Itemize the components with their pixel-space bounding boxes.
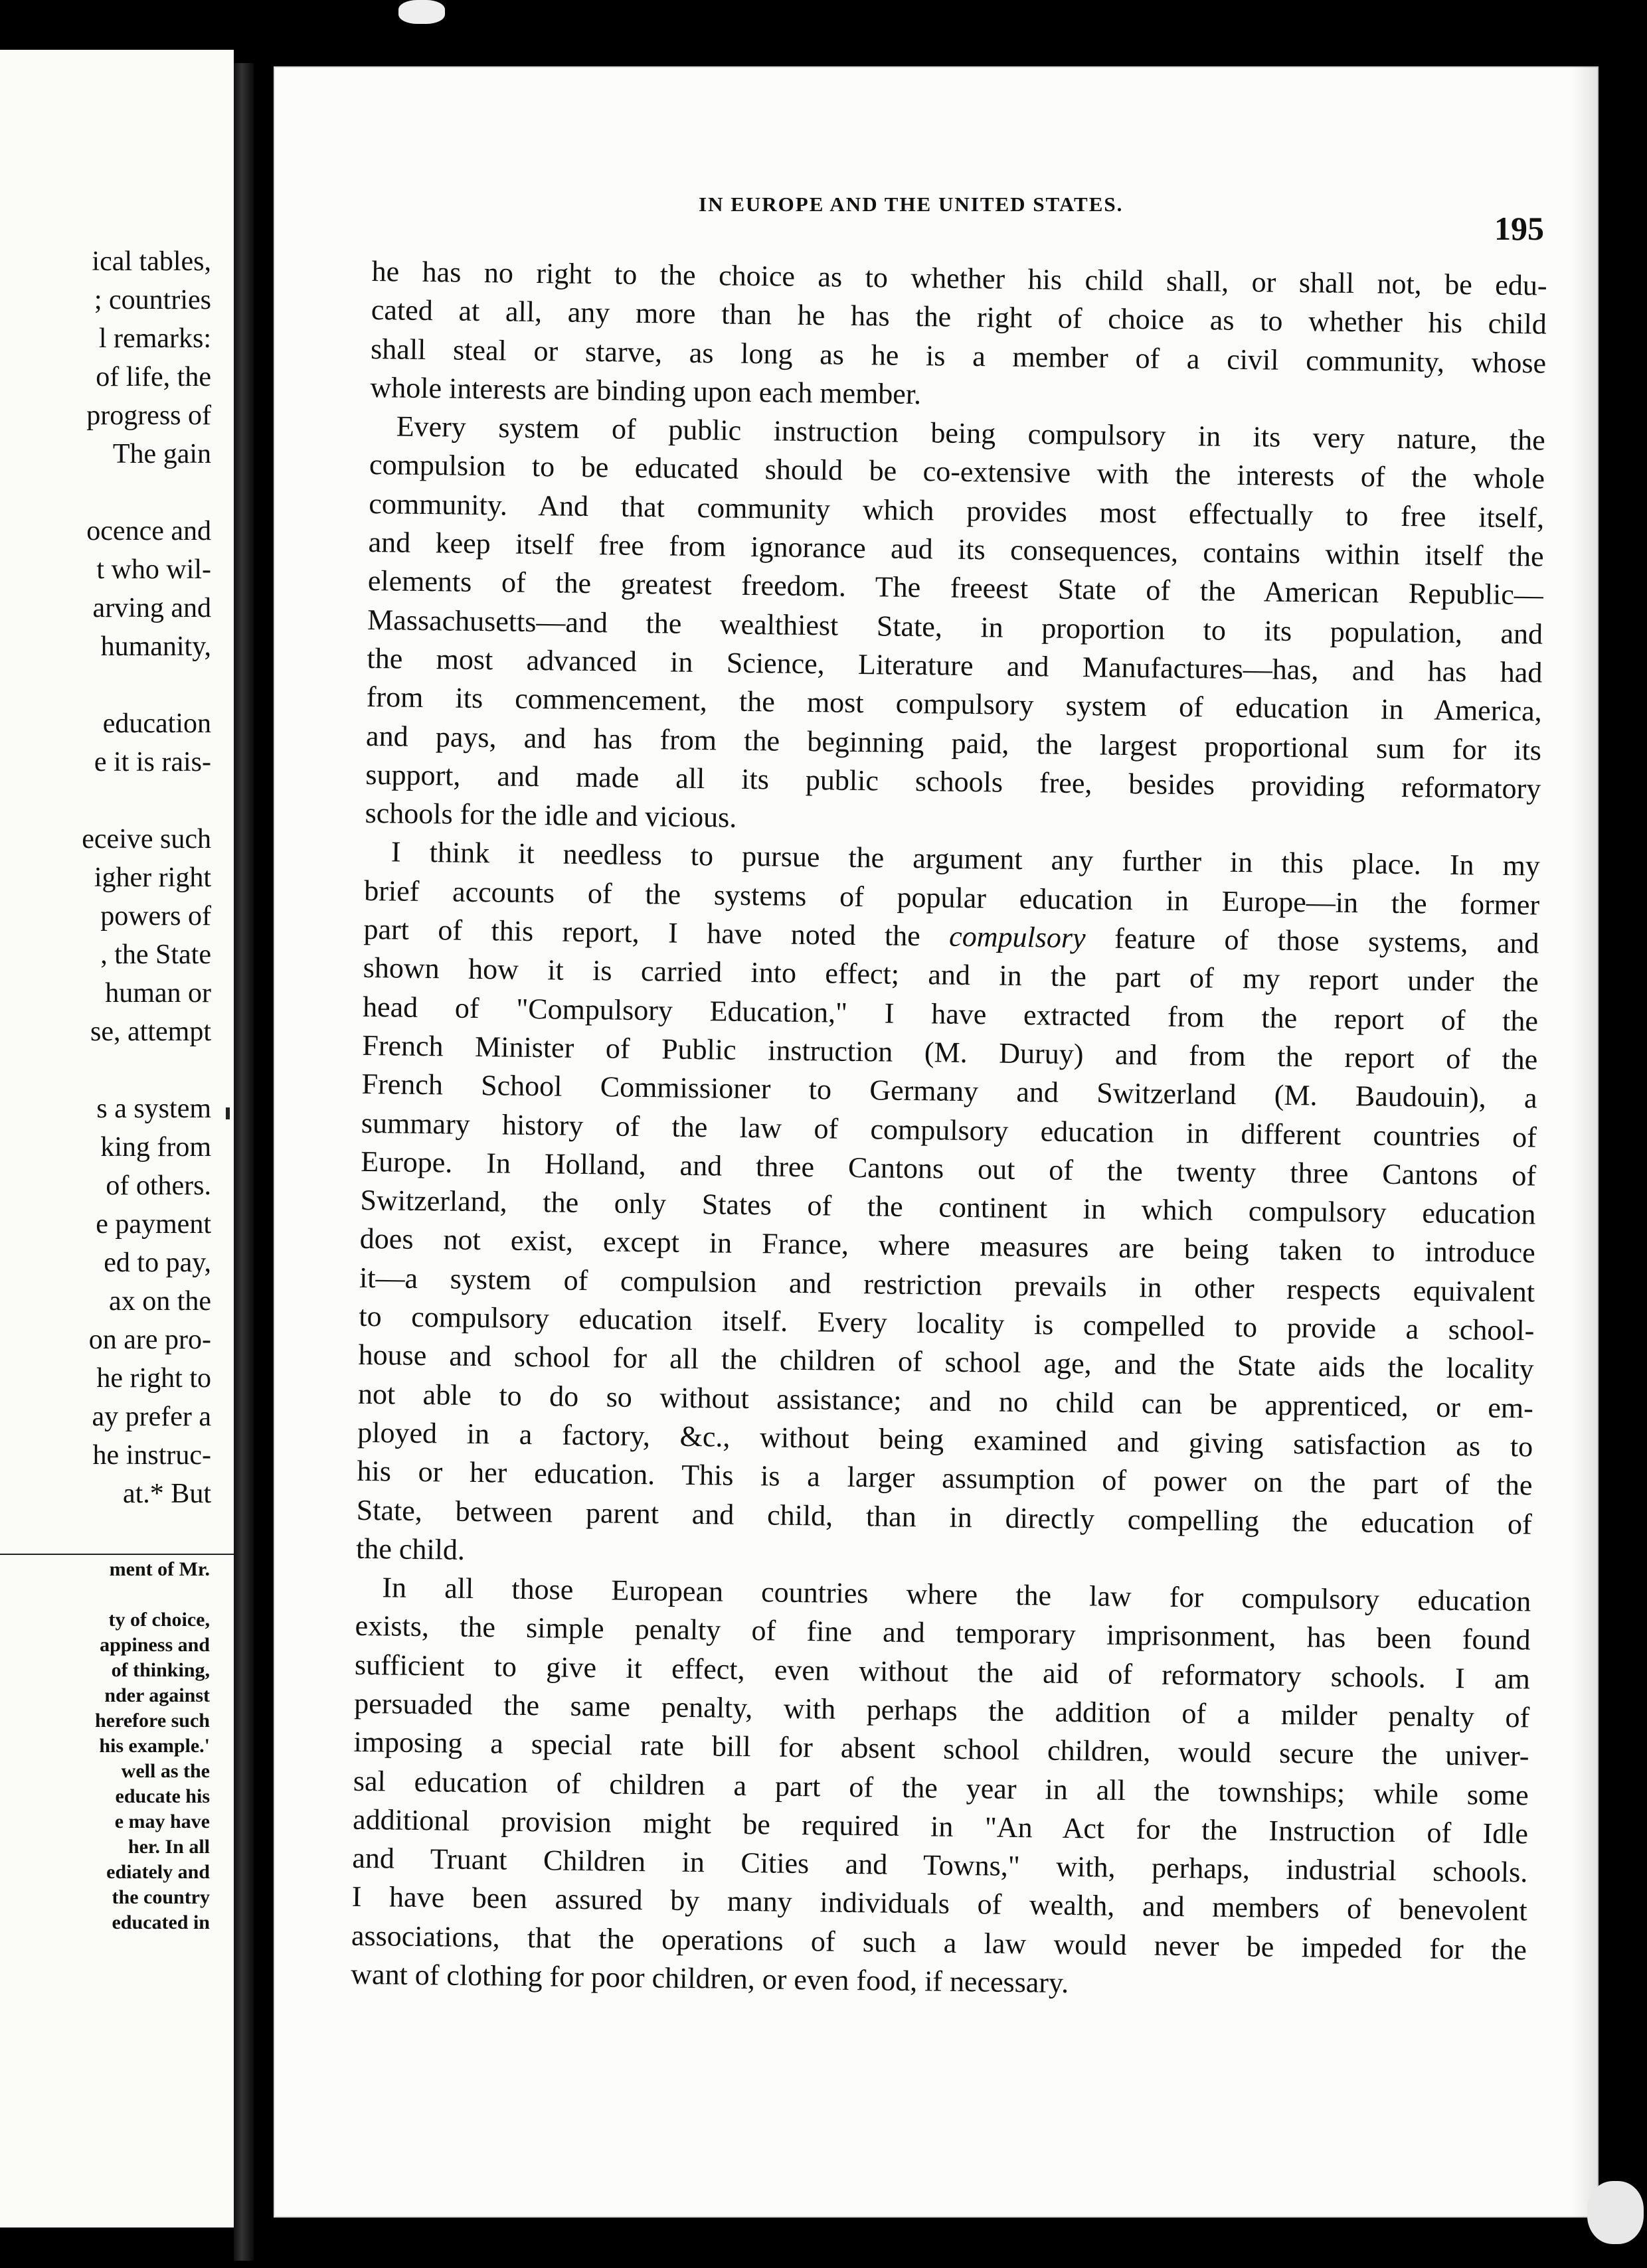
text-line: shown how it is carried into effect; and in the part of my report under the	[363, 951, 1539, 999]
margin-mark	[226, 1107, 230, 1119]
facing-footnote-line: herefore such	[94, 1710, 210, 1732]
facing-footnote-line: educated in	[112, 1911, 210, 1933]
facing-text-line: at.* But	[123, 1479, 211, 1509]
facing-text-line: The gain	[112, 439, 211, 469]
facing-text-line: ax on the	[109, 1286, 211, 1317]
text-line: and pays, and has from the beginning paid, the largest proportional sum for its	[365, 719, 1542, 767]
facing-text-line: igher right	[94, 862, 211, 893]
facing-text-line: ed to pay,	[104, 1248, 211, 1278]
facing-footnote-line: educate his	[115, 1785, 210, 1807]
facing-text-line: he right to	[96, 1363, 211, 1394]
text-line: he has no right to the choice as to whether his child shall, or shall not, be edu-	[371, 254, 1547, 302]
facing-text-line: t who wil-	[96, 554, 211, 585]
book-gutter	[234, 63, 254, 2261]
text-line: sal education of children a part of the year in all the townships; while some	[353, 1764, 1529, 1812]
facing-text-line: powers of	[100, 901, 211, 932]
facing-text-line: progress of	[86, 400, 211, 431]
footnote-rule	[0, 1554, 234, 1555]
text-line: part of this report, I have noted the compulsory feature of those systems, and	[363, 912, 1539, 960]
text-line: In all those European countries where the law for compulsory education	[382, 1571, 1531, 1618]
text-line: summary history of the law of compulsory education in different countries of	[361, 1106, 1537, 1154]
text-line: I have been assured by many individuals of wealth, and members of benevolent	[351, 1880, 1527, 1927]
facing-text-line: humanity,	[100, 631, 211, 662]
text-line: and Truant Children in Cities and Towns," with, perhaps, industrial schools.	[352, 1841, 1528, 1889]
text-line: brief accounts of the systems of popular education in Europe—in the former	[363, 874, 1540, 922]
facing-footnote-line: well as the	[121, 1760, 210, 1782]
text-line: associations, that the operations of such a law would never be impeded for the	[351, 1919, 1527, 1967]
text-line: the child.	[355, 1532, 466, 1566]
text-line: not able to do so without assistance; and no child can be apprenticed, or em-	[357, 1377, 1534, 1425]
text-line: cated at all, any more than he has the right of choice as to whether his child	[371, 293, 1547, 341]
facing-page	[0, 50, 234, 2228]
text-line: exists, the simple penalty of fine and temporary imprisonment, has been found	[355, 1609, 1531, 1657]
facing-text-line: ical tables,	[92, 246, 211, 277]
page-number: 195	[1494, 210, 1544, 247]
facing-text-line: education	[102, 708, 211, 739]
text-line: I think it needless to pursue the argument any further in this place. In my	[390, 835, 1541, 883]
text-line: support, and made all its public schools free, besides providing reformatory	[365, 758, 1541, 805]
text-line: compulsion to be educated should be co-extensive with the interests of the whole	[369, 448, 1545, 496]
text-line: and keep itself free from ignorance aud its consequences, contains within itself the	[368, 526, 1544, 573]
text-line: the most advanced in Science, Literature and Manufactures—has, and has had	[367, 641, 1543, 689]
facing-footnote-line: appiness and	[100, 1634, 210, 1656]
paper-speck	[1587, 2181, 1644, 2244]
facing-footnote-line: her. In all	[128, 1836, 210, 1858]
facing-text-line: of others.	[106, 1171, 211, 1201]
facing-text-line: se, attempt	[90, 1016, 211, 1047]
facing-text-line: l remarks:	[98, 323, 211, 354]
facing-text-line: s a system	[96, 1094, 211, 1124]
text-line: Switzerland, the only States of the continent in which compulsory education	[360, 1184, 1536, 1231]
text-line: ployed in a factory, &c., without being examined and giving satisfaction as to	[357, 1416, 1533, 1463]
text-line: from its commencement, the most compulsory system of education in America,	[366, 681, 1542, 728]
facing-text-line: ; countries	[94, 285, 211, 315]
text-line: it—a system of compulsion and restriction prevails in other respects equivalent	[359, 1261, 1535, 1309]
text-line: sufficient to give it effect, even without the aid of reformatory schools. I am	[354, 1648, 1531, 1696]
facing-text-line: e payment	[96, 1209, 211, 1240]
text-line: additional provision might be required in "An Act for the Instruction of Idle	[352, 1803, 1529, 1850]
facing-footnote-line: ty of choice,	[108, 1609, 210, 1631]
text-line: persuaded the same penalty, with perhaps the addition of a milder penalty of	[354, 1686, 1530, 1734]
text-line: his or her education. This is a larger assumption of power on the part of the	[357, 1455, 1533, 1502]
text-line: elements of the greatest freedom. The freeest State of the American Republic—	[367, 564, 1544, 611]
text-line: State, between parent and child, than in directly compelling the education of	[356, 1493, 1533, 1540]
text-line: whole interests are binding upon each member.	[370, 370, 922, 411]
book-page	[274, 66, 1599, 2218]
text-line: French Minister of Public instruction (M. Duruy) and from the report of the	[362, 1028, 1538, 1076]
facing-text-line: e it is rais-	[94, 747, 211, 777]
facing-text-line: on are pro-	[88, 1325, 211, 1355]
text-line: Massachusetts—and the wealthiest State, in proportion to its population, and	[367, 603, 1543, 651]
facing-text-line: he instruc-	[92, 1440, 211, 1471]
facing-text-line: arving and	[92, 593, 211, 623]
facing-text-line: human or	[105, 978, 211, 1009]
text-line: head of "Compulsory Education," I have extracted from the report of the	[362, 990, 1539, 1038]
facing-text-line: ocence and	[86, 516, 211, 546]
facing-footnote-line: the country	[112, 1886, 210, 1908]
text-line: house and school for all the children of school age, and the State aids the locality	[358, 1338, 1534, 1386]
facing-footnote-line: of thinking,	[111, 1659, 210, 1681]
facing-text-line: of life, the	[96, 362, 211, 392]
facing-text-line: king from	[100, 1132, 211, 1163]
text-line: shall steal or starve, as long as he is a member of a civil community, whose	[370, 332, 1547, 380]
text-line: to compulsory education itself. Every locality is compelled to provide a school-	[359, 1299, 1535, 1347]
text-line: does not exist, except in France, where measures are being taken to introduce	[359, 1222, 1536, 1269]
paper-speck	[398, 0, 445, 24]
text-line: Europe. In Holland, and three Cantons out of the twenty three Cantons of	[360, 1145, 1537, 1192]
text-line: schools for the idle and vicious.	[365, 797, 737, 834]
text-line: community. And that community which provides most effectually to free itself,	[369, 487, 1545, 534]
facing-text-line: ay prefer a	[92, 1402, 211, 1432]
page-body	[351, 252, 1547, 2008]
text-line: French School Commissioner to Germany and Switzerland (M. Baudouin), a	[361, 1068, 1537, 1115]
running-head: IN EUROPE AND THE UNITED STATES.	[699, 193, 1124, 216]
facing-footnote-line: nder against	[104, 1684, 210, 1706]
facing-text-line: eceive such	[82, 824, 211, 854]
facing-footnote-line: e may have	[114, 1811, 210, 1832]
facing-footnote-line: his example.'	[99, 1735, 210, 1757]
text-line: imposing a special rate bill for absent school children, would secure the univer-	[353, 1726, 1529, 1773]
text-line: Every system of public instruction being compulsory in its very nature, the	[396, 410, 1545, 457]
facing-footnote-line: ediately and	[106, 1861, 210, 1883]
facing-footnote-line: ment of Mr.	[109, 1558, 210, 1580]
facing-text-line: , the State	[100, 939, 211, 970]
text-line: want of clothing for poor children, or even food, if necessary.	[351, 1957, 1069, 2000]
